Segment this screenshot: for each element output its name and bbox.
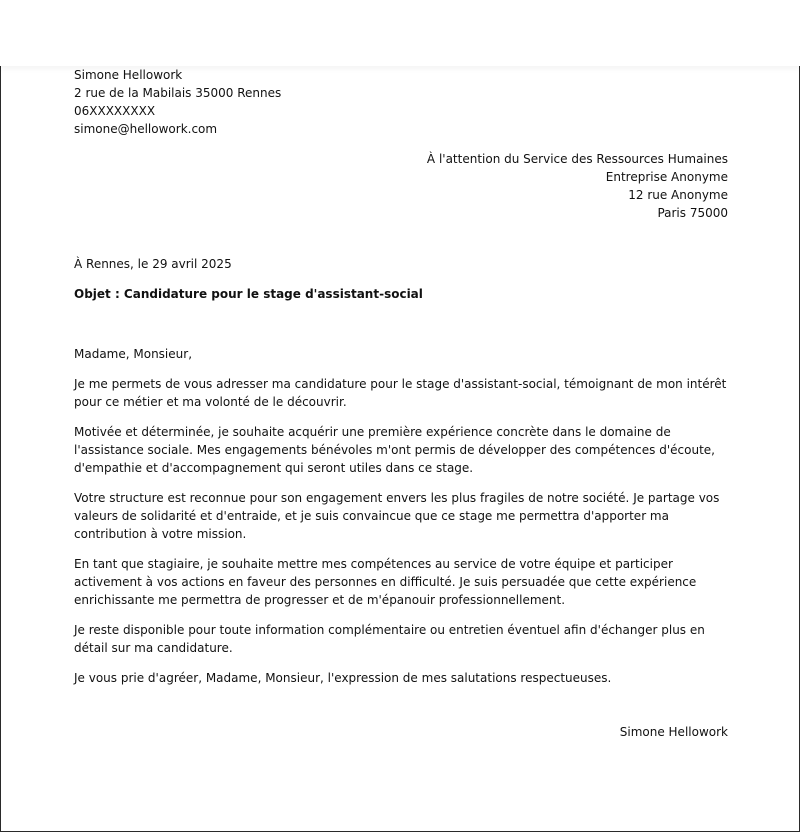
top-bar (0, 0, 800, 66)
recipient-company: Entreprise Anonyme (605, 170, 728, 184)
recipient-block (74, 150, 728, 222)
letter-page (0, 66, 800, 832)
letter-signature: Simone Hellowork (619, 725, 728, 739)
letter-closing: Je vous prie d'agréer, Madame, Monsieur, l'expression de mes salutations respectueuses. (74, 671, 612, 685)
letter-paragraph: Je reste disponible pour toute information complémentaire ou entretien éventuel afin d'échanger plus en détail sur ma candidature. (74, 623, 705, 655)
letter-paragraph: Je me permets de vous adresser ma candidature pour le stage d'assistant-social, témoignant de mon intérêt pour ce métier et ma volonté de le découvrir. (74, 377, 727, 409)
letter-subject: Objet : Candidature pour le stage d'assistant-social (74, 287, 423, 301)
sender-address: 2 rue de la Mabilais 35000 Rennes (74, 86, 282, 100)
letter-paragraph: Motivée et déterminée, je souhaite acquérir une première expérience concrète dans le domaine de l'assistance sociale. Mes engagements bénévoles m'ont permis de développer des compétences d'écoute, d'empathie et d'accompagnement qui seront utiles dans ce stage. (74, 425, 715, 475)
recipient-attention: À l'attention du Service des Ressources Humaines (426, 152, 728, 166)
sender-block (74, 66, 728, 138)
sender-email: simone@hellowork.com (74, 122, 218, 136)
recipient-street: 12 rue Anonyme (628, 188, 728, 202)
letter-paragraph: Votre structure est reconnue pour son engagement envers les plus fragiles de notre société. Je partage vos valeurs de solidarité et d'entraide, et je suis convaincue que ce stage me permettra d'apporter ma contribution à votre mission. (74, 491, 720, 541)
sender-phone: 06XXXXXXXX (74, 104, 156, 118)
letter-content (74, 66, 728, 741)
letter-date: À Rennes, le 29 avril 2025 (74, 257, 232, 271)
recipient-city: Paris 75000 (657, 206, 728, 220)
letter-paragraph: En tant que stagiaire, je souhaite mettre mes compétences au service de votre équipe et participer activement à vos actions en faveur des personnes en difficulté. Je suis persuadée que cette expérience enrichissante me permettra de progresser et de m'épanouir professionnellement. (74, 557, 697, 607)
letter-greeting: Madame, Monsieur, (74, 347, 193, 361)
sender-name: Simone Hellowork (74, 68, 183, 82)
